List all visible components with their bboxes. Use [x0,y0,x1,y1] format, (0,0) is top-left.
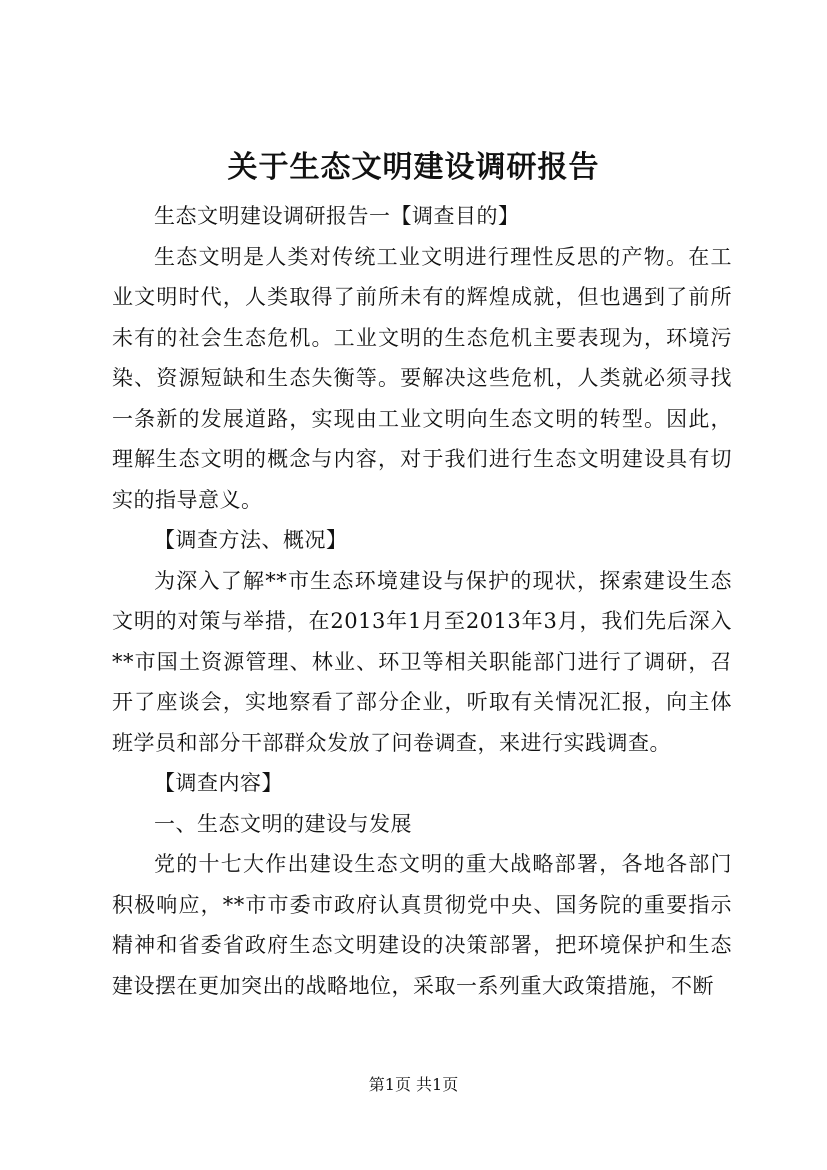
paragraph-purpose: 生态文明是人类对传统工业文明进行理性反思的产物。在工业文明时代，人类取得了前所未有的辉煌成就，但也遇到了前所未有的社会生态危机。工业文明的生态危机主要表现为，环境污染、资源短缺和生态失衡等。要解决这些危机，人类就必须寻找一条新的发展道路，实现由工业文明向生态文明的转型。因此，理解生态文明的概念与内容，对于我们进行生态文明建设具有切实的指导意义。 [112,244,732,512]
paragraph-development: 党的十七大作出建设生态文明的重大战略部署，各地各部门积极响应，**市市委市政府认真贯彻党中央、国务院的重要指示精神和省委省政府生态文明建设的决策部署，把环境保护和生态建设摆在更加突出的战略地位，采取一系列重大政策措施，不断 [112,852,732,998]
subsection-heading-development: 一、生态文明的建设与发展 [154,811,412,836]
section-heading-content: 【调查内容】 [154,771,283,795]
section-heading-methods: 【调查方法、概况】 [154,528,348,552]
paragraph-methods: 为深入了解**市生态环境建设与保护的现状，探索建设生态文明的对策与举措，在2013年1月至2013年3月，我们先后深入**市国土资源管理、林业、环卫等相关职能部门进行了调研，召开了座谈会，实地察看了部分企业，听取有关情况汇报，向主体班学员和部分干部群众发放了问卷调查，来进行实践调查。 [112,568,732,755]
document-body [112,196,732,1006]
page-number-footer: 第1页 共1页 [368,1075,459,1094]
paragraph-report-heading: 生态文明建设调研报告一【调查目的】 [154,204,520,228]
document-title: 关于生态文明建设调研报告 [227,150,600,185]
